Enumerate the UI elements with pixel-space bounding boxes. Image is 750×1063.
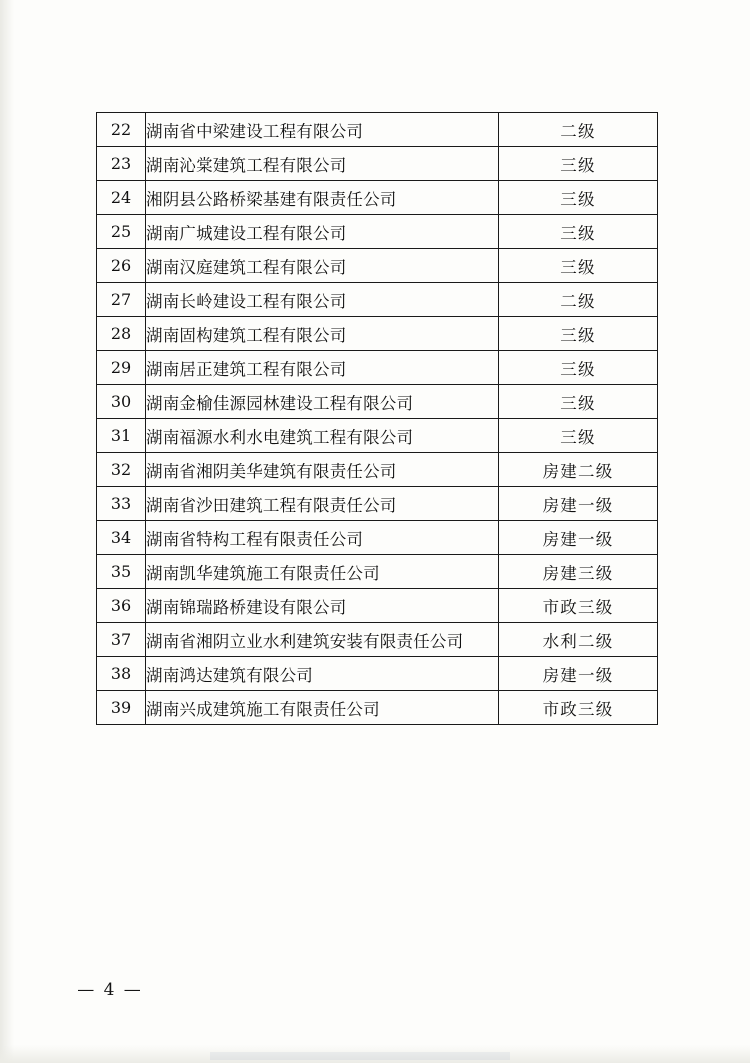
table-row [97, 215, 658, 249]
company-table-container [96, 112, 656, 725]
table-row [97, 555, 658, 589]
row-index: 33 [97, 487, 146, 521]
qualification-level: 二级 [499, 113, 658, 147]
row-index: 39 [97, 691, 146, 725]
qualification-level: 三级 [499, 249, 658, 283]
table-row [97, 589, 658, 623]
qualification-level: 三级 [499, 385, 658, 419]
table-row [97, 487, 658, 521]
qualification-level: 三级 [499, 317, 658, 351]
qualification-level: 房建一级 [499, 657, 658, 691]
company-name: 湖南广城建设工程有限公司 [146, 215, 499, 249]
qualification-level: 房建一级 [499, 521, 658, 555]
row-index: 38 [97, 657, 146, 691]
company-name: 湖南居正建筑工程有限公司 [146, 351, 499, 385]
row-index: 31 [97, 419, 146, 453]
row-index: 23 [97, 147, 146, 181]
row-index: 24 [97, 181, 146, 215]
qualification-level: 房建二级 [499, 453, 658, 487]
company-name: 湖南福源水利水电建筑工程有限公司 [146, 419, 499, 453]
row-index: 26 [97, 249, 146, 283]
row-index: 29 [97, 351, 146, 385]
table-row [97, 249, 658, 283]
row-index: 28 [97, 317, 146, 351]
row-index: 35 [97, 555, 146, 589]
company-name: 湖南兴成建筑施工有限责任公司 [146, 691, 499, 725]
company-name: 湖南省沙田建筑工程有限责任公司 [146, 487, 499, 521]
company-name: 湖南省湘阴美华建筑有限责任公司 [146, 453, 499, 487]
row-index: 32 [97, 453, 146, 487]
table-row [97, 317, 658, 351]
table-row [97, 691, 658, 725]
company-name: 湖南省特构工程有限责任公司 [146, 521, 499, 555]
row-index: 25 [97, 215, 146, 249]
row-index: 22 [97, 113, 146, 147]
scan-edge-shadow [0, 0, 14, 1063]
qualification-level: 三级 [499, 215, 658, 249]
company-name: 湖南省湘阴立业水利建筑安装有限责任公司 [146, 623, 499, 657]
table-row [97, 147, 658, 181]
company-name: 湖南鸿达建筑有限公司 [146, 657, 499, 691]
company-name: 湖南省中梁建设工程有限公司 [146, 113, 499, 147]
row-index: 37 [97, 623, 146, 657]
qualification-level: 三级 [499, 351, 658, 385]
company-name: 湖南锦瑞路桥建设有限公司 [146, 589, 499, 623]
qualification-level: 市政三级 [499, 589, 658, 623]
qualification-level: 三级 [499, 147, 658, 181]
company-qualification-table [96, 112, 658, 725]
company-name: 湖南凯华建筑施工有限责任公司 [146, 555, 499, 589]
qualification-level: 房建一级 [499, 487, 658, 521]
row-index: 27 [97, 283, 146, 317]
table-row [97, 419, 658, 453]
table-row [97, 181, 658, 215]
qualification-level: 三级 [499, 419, 658, 453]
table-row [97, 351, 658, 385]
table-row [97, 385, 658, 419]
qualification-level: 房建三级 [499, 555, 658, 589]
company-name: 湖南金榆佳源园林建设工程有限公司 [146, 385, 499, 419]
page-number: — 4 — [77, 980, 143, 1000]
scan-artifact [210, 1052, 510, 1060]
table-row [97, 113, 658, 147]
company-name: 湖南沁棠建筑工程有限公司 [146, 147, 499, 181]
qualification-level: 三级 [499, 181, 658, 215]
company-name: 湖南汉庭建筑工程有限公司 [146, 249, 499, 283]
table-row [97, 283, 658, 317]
company-name: 湘阴县公路桥梁基建有限责任公司 [146, 181, 499, 215]
table-row [97, 521, 658, 555]
table-row [97, 453, 658, 487]
table-row [97, 657, 658, 691]
row-index: 34 [97, 521, 146, 555]
table-body [97, 113, 658, 725]
company-name: 湖南长岭建设工程有限公司 [146, 283, 499, 317]
qualification-level: 市政三级 [499, 691, 658, 725]
qualification-level: 二级 [499, 283, 658, 317]
scan-bottom-shadow [0, 1045, 750, 1063]
qualification-level: 水利二级 [499, 623, 658, 657]
row-index: 30 [97, 385, 146, 419]
table-row [97, 623, 658, 657]
company-name: 湖南固构建筑工程有限公司 [146, 317, 499, 351]
row-index: 36 [97, 589, 146, 623]
